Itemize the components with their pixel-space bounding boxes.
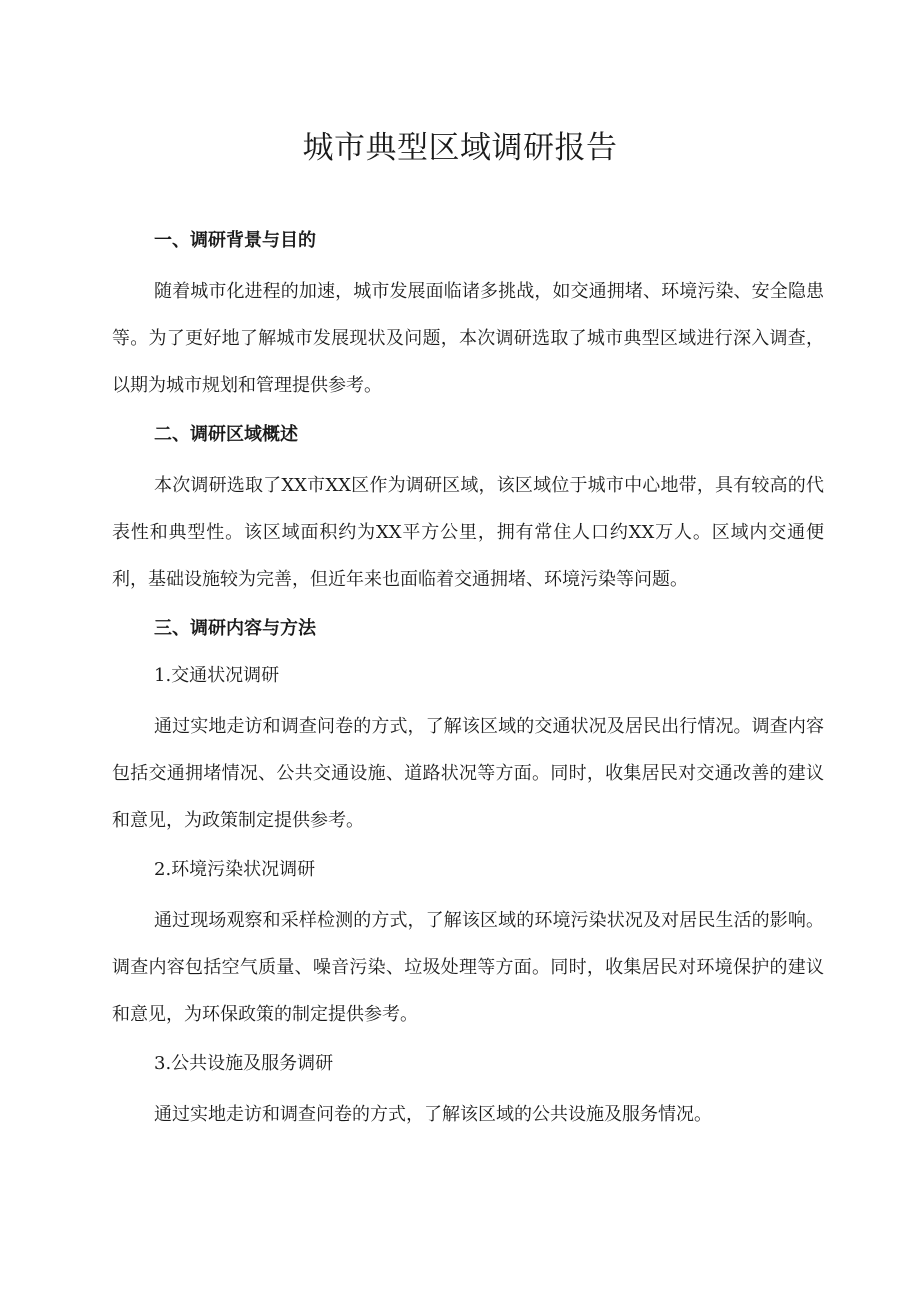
subsection-heading-traffic: 1.交通状况调研 (154, 665, 280, 686)
document-body (112, 221, 824, 1144)
section-heading-background: 一、调研背景与目的 (154, 230, 316, 251)
subsection-heading-public-facilities: 3.公共设施及服务调研 (154, 1053, 334, 1074)
paragraph-area-overview: 本次调研选取了XX市XX区作为调研区域，该区域位于城市中心地带，具有较高的代表性和典型性。该区域面积约为XX平方公里，拥有常住人口约XX万人。区域内交通便利，基础设施较为完善，但近年来也面临着交通拥堵、环境污染等问题。 (112, 475, 824, 590)
document-title: 城市典型区域调研报告 (302, 130, 618, 166)
paragraph-background: 随着城市化进程的加速，城市发展面临诸多挑战，如交通拥堵、环境污染、安全隐患等。为了更好地了解城市发展现状及问题，本次调研选取了城市典型区域进行深入调查，以期为城市规划和管理提供参考。 (112, 281, 824, 396)
section-heading-content-methods: 三、调研内容与方法 (154, 618, 316, 639)
paragraph-pollution: 通过现场观察和采样检测的方式，了解该区域的环境污染状况及对居民生活的影响。调查内容包括空气质量、噪音污染、垃圾处理等方面。同时，收集居民对环境保护的建议和意见，为环保政策的制定提供参考。 (112, 910, 824, 1025)
subsection-heading-pollution: 2.环境污染状况调研 (154, 859, 316, 880)
paragraph-traffic: 通过实地走访和调查问卷的方式，了解该区域的交通状况及居民出行情况。调查内容包括交通拥堵情况、公共交通设施、道路状况等方面。同时，收集居民对交通改善的建议和意见，为政策制定提供参考。 (112, 716, 824, 831)
section-heading-area-overview: 二、调研区域概述 (154, 424, 298, 445)
paragraph-public-facilities: 通过实地走访和调查问卷的方式，了解该区域的公共设施及服务情况。 (154, 1104, 712, 1125)
